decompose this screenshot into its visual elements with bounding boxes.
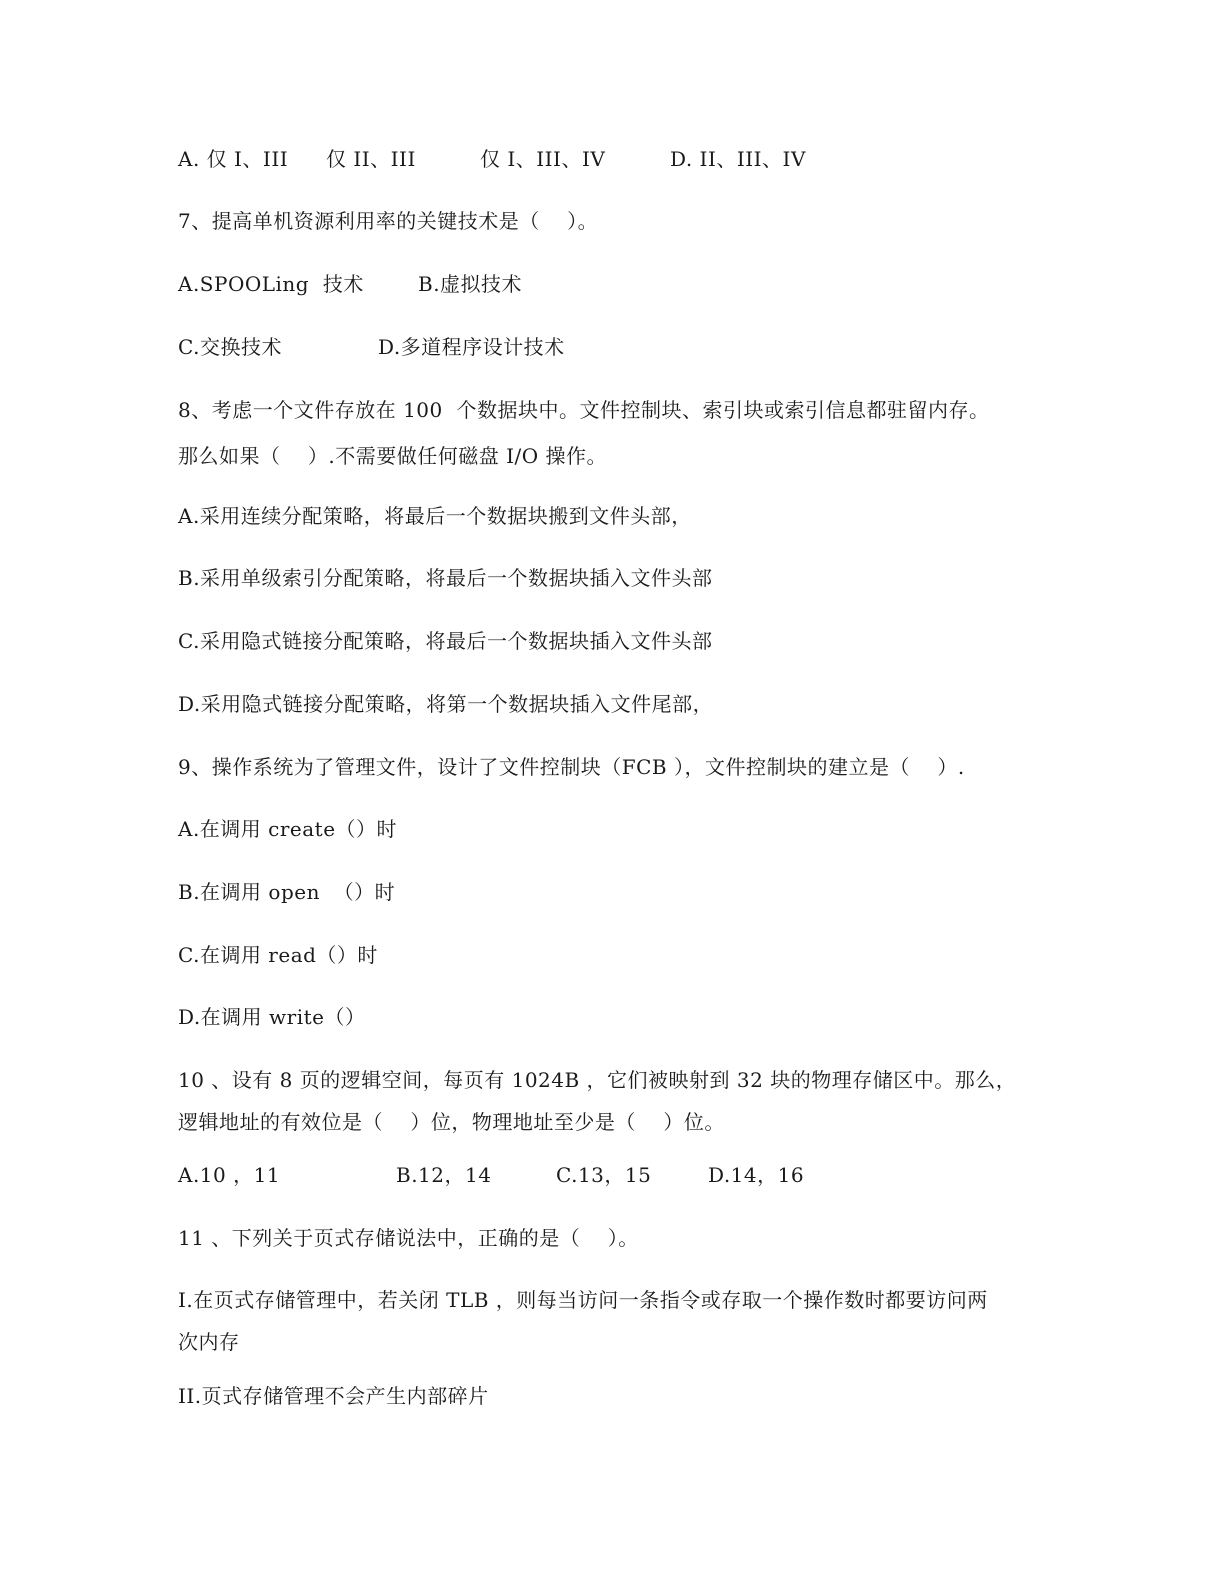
q11-stem: 11 、下列关于页式存储说法中，正确的是（ ）。 xyxy=(178,1226,639,1250)
q6-option-b: 仅 II、III xyxy=(326,147,416,171)
q9-option-d: D.在调用 write（） xyxy=(178,1005,366,1029)
q11-item-1-line-2: 次内存 xyxy=(178,1330,240,1354)
q8-stem-line-2: 那么如果（ ）.不需要做任何磁盘 I/O 操作。 xyxy=(178,444,608,468)
q8-stem-line-1: 8、考虑一个文件存放在 100 个数据块中。文件控制块、索引块或索引信息都驻留内存。 xyxy=(178,398,990,422)
q11-item-1-line-1: I.在页式存储管理中，若关闭 TLB ，则每当访问一条指令或存取一个操作数时都要访问两 xyxy=(178,1288,988,1312)
q11-item-2: II.页式存储管理不会产生内部碎片 xyxy=(178,1384,489,1408)
q6-option-a: A. 仅 I、III xyxy=(178,147,289,171)
q7-option-b: B.虚拟技术 xyxy=(418,272,523,296)
q8-option-c: C.采用隐式链接分配策略，将最后一个数据块插入文件头部 xyxy=(178,629,713,653)
q10-stem-line-2: 逻辑地址的有效位是（ ）位，物理地址至少是（ ）位。 xyxy=(178,1110,725,1134)
q10-option-a: A.10 ，11 xyxy=(178,1163,281,1187)
q8-option-a: A.采用连续分配策略，将最后一个数据块搬到文件头部， xyxy=(178,504,692,528)
q6-option-d: D. II、III、IV xyxy=(670,147,806,171)
q9-option-b: B.在调用 open （）时 xyxy=(178,880,396,904)
q6-option-c: 仅 I、III、IV xyxy=(480,147,606,171)
q7-stem: 7、提高单机资源利用率的关键技术是（ ）。 xyxy=(178,209,599,233)
q7-option-a: A.SPOOLing 技术 xyxy=(178,272,364,296)
q9-option-a: A.在调用 create（）时 xyxy=(178,817,398,841)
q10-option-d: D.14，16 xyxy=(708,1163,805,1187)
q8-option-d: D.采用隐式链接分配策略，将第一个数据块插入文件尾部， xyxy=(178,692,714,716)
q10-option-b: B.12，14 xyxy=(396,1163,492,1187)
q9-stem: 9、操作系统为了管理文件，设计了文件控制块（FCB ），文件控制块的建立是（ ）. xyxy=(178,755,965,779)
q10-stem-line-1: 10 、设有 8 页的逻辑空间，每页有 1024B ，它们被映射到 32 块的物理存储区中。那么， xyxy=(178,1068,1017,1092)
q8-option-b: B.采用单级索引分配策略，将最后一个数据块插入文件头部 xyxy=(178,566,713,590)
q7-option-c: C.交换技术 xyxy=(178,335,282,359)
q7-option-d: D.多道程序设计技术 xyxy=(378,335,565,359)
q9-option-c: C.在调用 read（）时 xyxy=(178,943,378,967)
q10-option-c: C.13，15 xyxy=(556,1163,652,1187)
